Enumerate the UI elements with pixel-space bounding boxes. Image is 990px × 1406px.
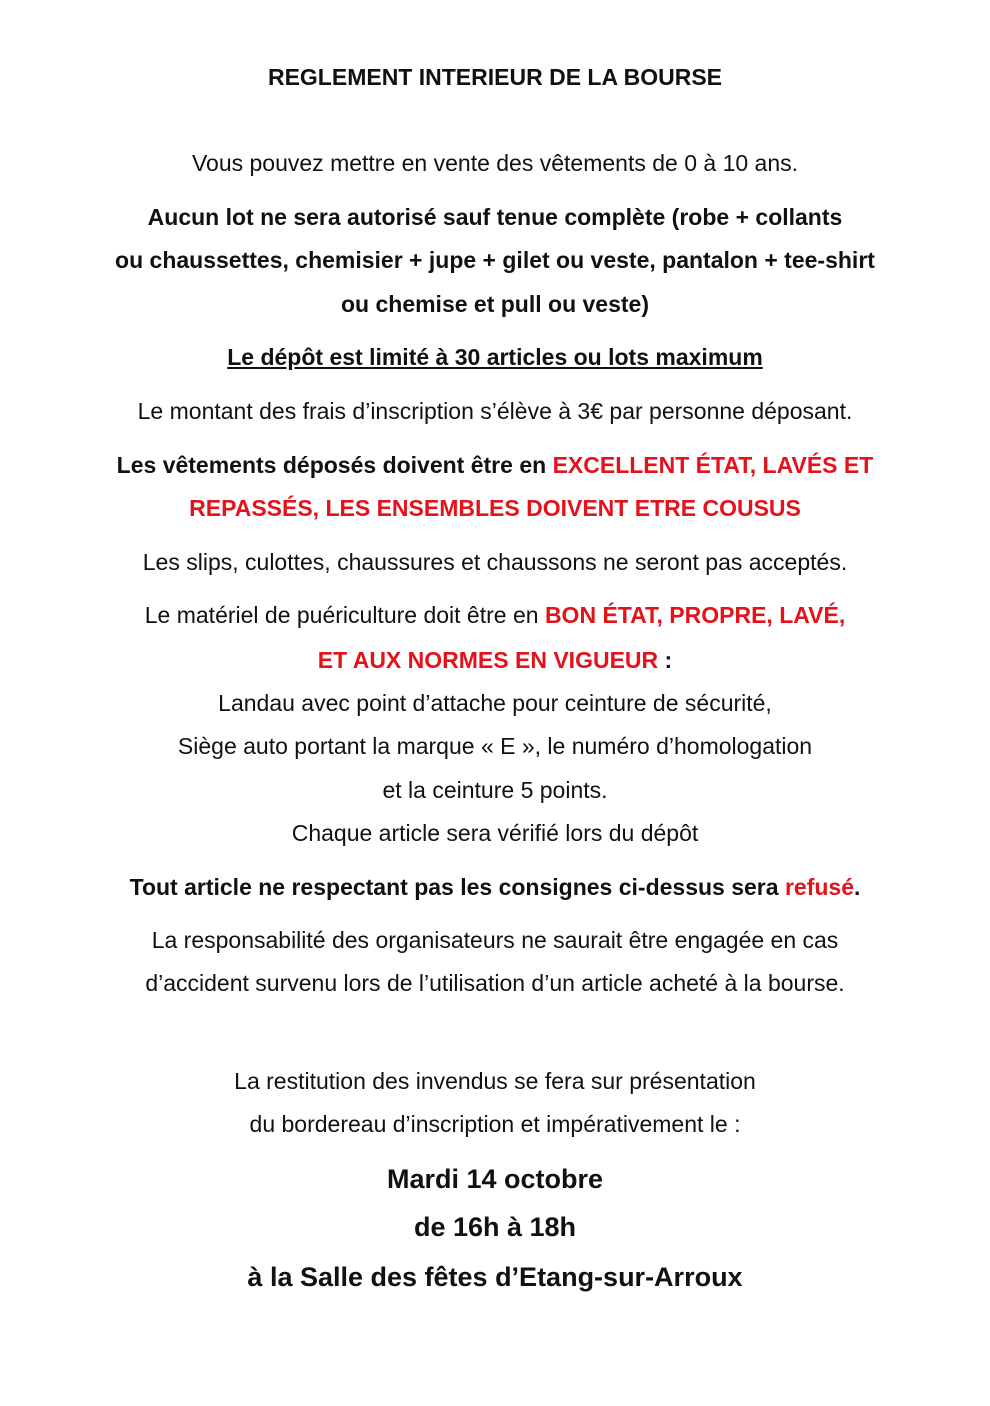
childcare-detail-3: et la ceinture 5 points. xyxy=(382,777,608,803)
deposit-limit-text xyxy=(30,342,960,372)
refusal-text xyxy=(30,872,960,902)
page-title: REGLEMENT INTERIEUR DE LA BOURSE xyxy=(267,64,723,90)
childcare-colon: : xyxy=(658,647,673,673)
restitution-line-2: du bordereau d’inscription et impérativement le : xyxy=(249,1111,741,1137)
childcare-red-1: BON ÉTAT, PROPRE, LAVÉ, xyxy=(544,602,846,628)
event-time: de 16h à 18h xyxy=(413,1212,577,1242)
childcare-detail-1: Landau avec point d’attache pour ceinture de sécurité, xyxy=(218,690,772,716)
clothing-condition-red-1: EXCELLENT ÉTAT, LAVÉS ET xyxy=(552,452,874,478)
childcare-detail-4: Chaque article sera vérifié lors du dépôt xyxy=(291,820,699,846)
event-place: à la Salle des fêtes d’Etang-sur-Arroux xyxy=(247,1262,743,1292)
event-date: Mardi 14 octobre xyxy=(386,1164,604,1194)
liability-line-1: La responsabilité des organisateurs ne saurait être engagée en cas xyxy=(151,927,839,953)
liability-line-2: d’accident survenu lors de l’utilisation d’un article acheté à la bourse. xyxy=(145,970,845,996)
lot-rule-line-1: Aucun lot ne sera autorisé sauf tenue complète (robe + collants xyxy=(147,204,843,230)
restitution-line-1: La restitution des invendus se fera sur présentation xyxy=(234,1068,756,1094)
childcare-detail-2: Siège auto portant la marque « E », le numéro d’homologation xyxy=(177,733,813,759)
refusal-tail: . xyxy=(854,874,861,900)
not-accepted-text: Les slips, culottes, chaussures et chaussons ne seront pas acceptés. xyxy=(142,549,848,575)
childcare-line-1 xyxy=(30,600,960,630)
childcare-red-2: ET AUX NORMES EN VIGUEUR xyxy=(317,647,659,673)
lot-rule-line-2: ou chaussettes, chemisier + jupe + gilet ou veste, pantalon + tee-shirt xyxy=(115,247,875,273)
refusal-lead: Tout article ne respectant pas les consignes ci-dessus sera xyxy=(129,874,785,900)
age-range-text: Vous pouvez mettre en vente des vêtements de 0 à 10 ans. xyxy=(191,150,799,176)
refusal-red: refusé xyxy=(784,874,854,900)
fees-text: Le montant des frais d’inscription s’élève à 3€ par personne déposant. xyxy=(137,398,853,424)
clothing-condition-red-2: REPASSÉS, LES ENSEMBLES DOIVENT ETRE COUSUS xyxy=(189,495,801,521)
childcare-line-2 xyxy=(30,645,960,675)
deposit-limit-underlined: Le dépôt est limité à 30 articles ou lots maximum xyxy=(227,344,763,370)
lot-rule-line-3: ou chemise et pull ou veste) xyxy=(340,291,650,317)
clothing-condition-line-1 xyxy=(30,450,960,480)
clothing-condition-lead: Les vêtements déposés doivent être en xyxy=(116,452,553,478)
childcare-lead: Le matériel de puériculture doit être en xyxy=(144,602,545,628)
